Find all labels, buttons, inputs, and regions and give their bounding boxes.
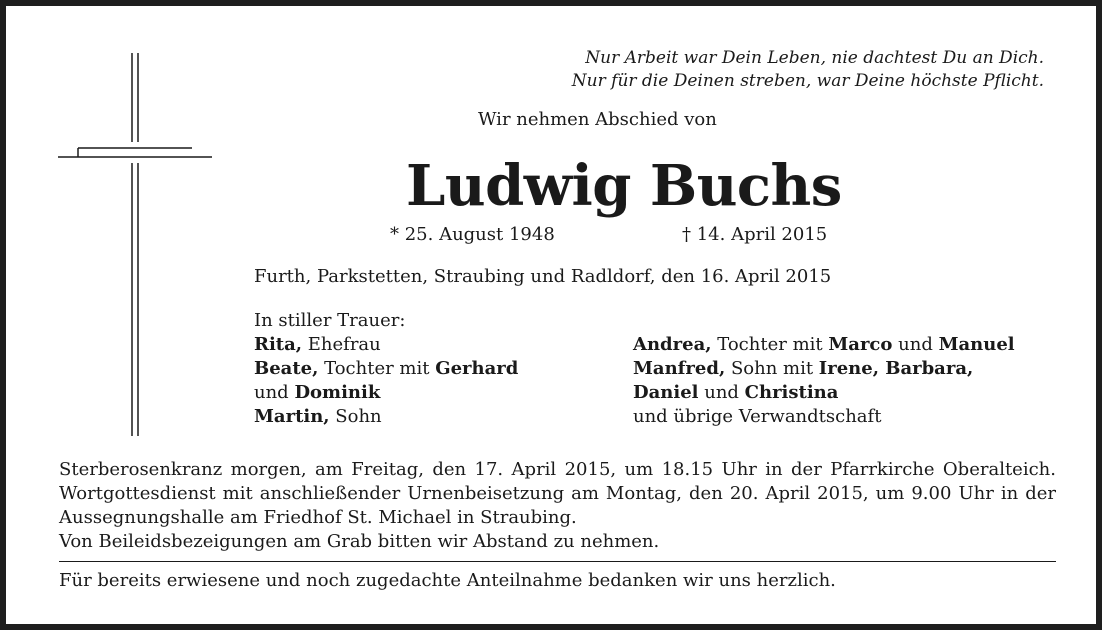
mourners-left-list [254,333,518,429]
mourner-line-left-3 [254,381,518,405]
mourner-name: Rita, [254,334,303,355]
mourner-name: Martin, [254,406,330,427]
mourner-line-right-1 [633,333,1015,357]
condolence-request: Von Beileidsbezeigungen am Grab bitten wir Abstand zu nehmen. [59,531,660,552]
mourner-relation: Sohn mit [725,358,819,379]
place-and-date: Furth, Parkstetten, Straubing und Radldorf, den 16. April 2015 [254,266,832,287]
mourner-relation: und [892,334,939,355]
divider [59,561,1056,562]
mourner-name: Daniel [633,382,699,403]
mourner-name: Gerhard [435,358,519,379]
mourner-relation: Ehefrau [302,334,381,355]
mourner-name: Marco [828,334,893,355]
mourner-relation: und [698,382,745,403]
mourner-name: Irene, Barbara, [818,358,974,379]
mourner-relation: und übrige Verwandtschaft [633,406,882,427]
service-announcement [59,458,1056,554]
mourners-left-column [254,309,518,429]
thanks-line: Für bereits erwiesene und noch zugedachte Anteilnahme bedanken wir uns herzlich. [59,570,836,591]
intro-text: Wir nehmen Abschied von [478,109,717,130]
mourner-name: Manfred, [633,358,726,379]
mourner-line-right-4 [633,405,1015,429]
mourner-name: Dominik [294,382,381,403]
deceased-name: Ludwig Buchs [406,153,842,219]
mourner-relation: Sohn [329,406,382,427]
mourner-line-left-2 [254,357,518,381]
mourner-name: Beate, [254,358,319,379]
mourner-relation: Tochter mit [318,358,436,379]
service-details: Sterberosenkranz morgen, am Freitag, den 17. April 2015, um 18.15 Uhr in der Pfarrkirche Oberalteich. Wortgottesdienst mit anschließender Urnenbeisetzung am Montag, den 20. April 2015, um 9.00 Uhr in der Aussegnungshalle am Friedhof St. Michael in Straubing. [59,459,1056,528]
death-date: † 14. April 2015 [682,224,828,245]
mourner-line-right-2 [633,357,1015,381]
mourner-name: Andrea, [633,334,712,355]
mourner-relation: und [254,382,295,403]
mourner-line-left-4 [254,405,518,429]
mourner-name: Manuel [938,334,1015,355]
motto-line-2: Nur für die Deinen streben, war Deine höchste Pflicht. [571,71,1044,91]
mourner-name: Christina [744,382,839,403]
mourner-line-left-1 [254,333,518,357]
mourners-heading: In stiller Trauer: [254,310,406,331]
birth-date: * 25. August 1948 [390,224,555,245]
cross-icon [58,53,214,436]
mourner-relation: Tochter mit [711,334,829,355]
motto-line-1: Nur Arbeit war Dein Leben, nie dachtest Du an Dich. [585,48,1044,68]
mourner-line-right-3 [633,381,1015,405]
mourners-right-column [633,333,1015,429]
